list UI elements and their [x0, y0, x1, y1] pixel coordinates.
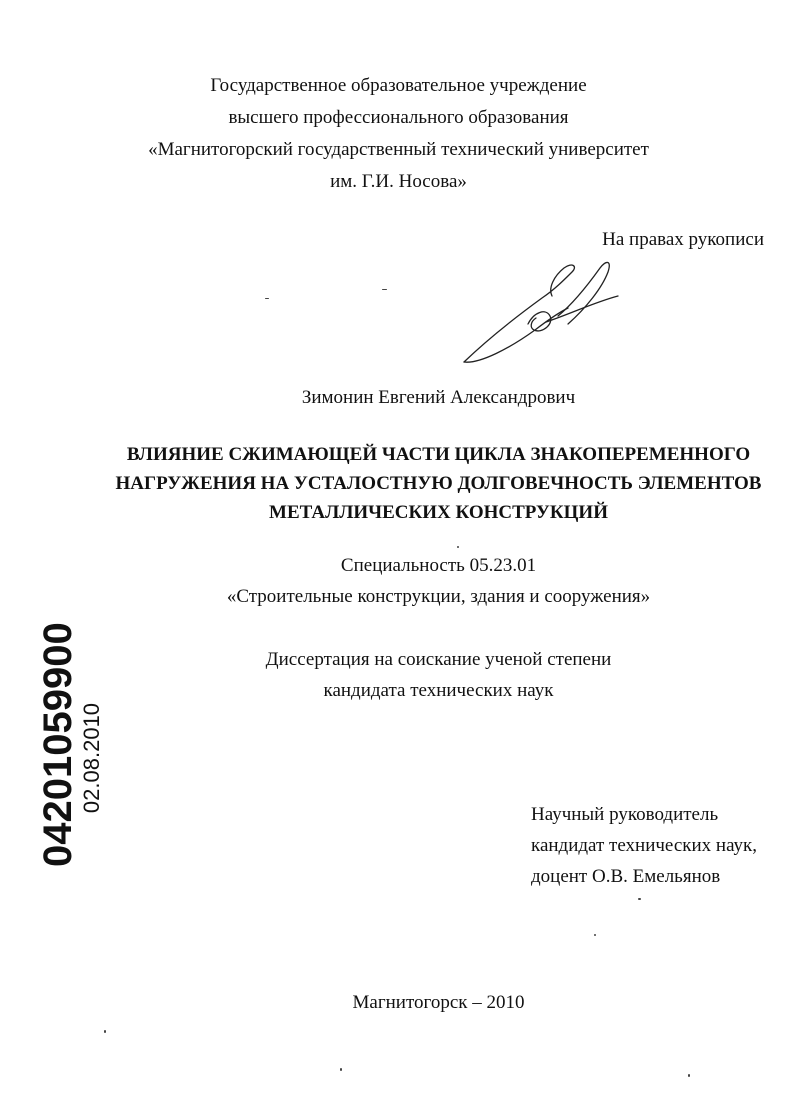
supervisor-block	[531, 799, 757, 892]
manuscript-rights-note: На правах рукописи	[602, 229, 764, 250]
dissertation-title	[0, 440, 797, 527]
scan-speck	[340, 1068, 342, 1071]
institution-header	[0, 70, 797, 198]
specialty-block	[40, 550, 797, 612]
specialty-code: Специальность 05.23.01	[340, 555, 537, 576]
degree-line-2: кандидата технических наук	[323, 680, 554, 701]
degree-line-1: Диссертация на соискание ученой степени	[265, 649, 612, 670]
scan-speck	[265, 298, 269, 299]
stamp-date: 02.08.2010	[79, 702, 104, 814]
scan-speck	[688, 1074, 690, 1077]
scan-speck	[594, 934, 596, 936]
title-line-1: ВЛИЯНИЕ СЖИМАЮЩЕЙ ЧАСТИ ЦИКЛА ЗНАКОПЕРЕМЕННОГО	[126, 444, 751, 465]
supervisor-line-3: доцент О.В. Емельянов	[531, 866, 721, 887]
institution-line-4: им. Г.И. Носова»	[330, 171, 467, 192]
degree-block	[40, 644, 797, 706]
author-name: Зимонин Евгений Александрович	[301, 387, 576, 408]
supervisor-line-1: Научный руководитель	[531, 804, 719, 825]
city-year: Магнитогорск – 2010	[352, 992, 525, 1013]
institution-line-2: высшего профессионального образования	[228, 107, 569, 128]
supervisor-line-2: кандидат технических наук,	[531, 835, 758, 856]
scan-speck	[104, 1030, 106, 1033]
scan-speck	[457, 546, 459, 548]
scan-speck	[638, 898, 641, 900]
title-line-3: МЕТАЛЛИЧЕСКИХ КОНСТРУКЦИЙ	[269, 502, 608, 523]
institution-line-1: Государственное образовательное учреждение	[210, 75, 587, 96]
handwritten-signature-icon	[450, 252, 630, 377]
institution-line-3: «Магнитогорский государственный технический университет	[148, 139, 649, 160]
scan-speck	[382, 289, 387, 290]
specialty-name: «Строительные конструкции, здания и сооружения»	[226, 586, 651, 607]
archive-stamp	[18, 622, 104, 870]
stamp-number: 04201059900	[36, 622, 80, 867]
title-line-2: НАГРУЖЕНИЯ НА УСТАЛОСТНУЮ ДОЛГОВЕЧНОСТЬ ЭЛЕМЕНТОВ	[115, 473, 762, 494]
